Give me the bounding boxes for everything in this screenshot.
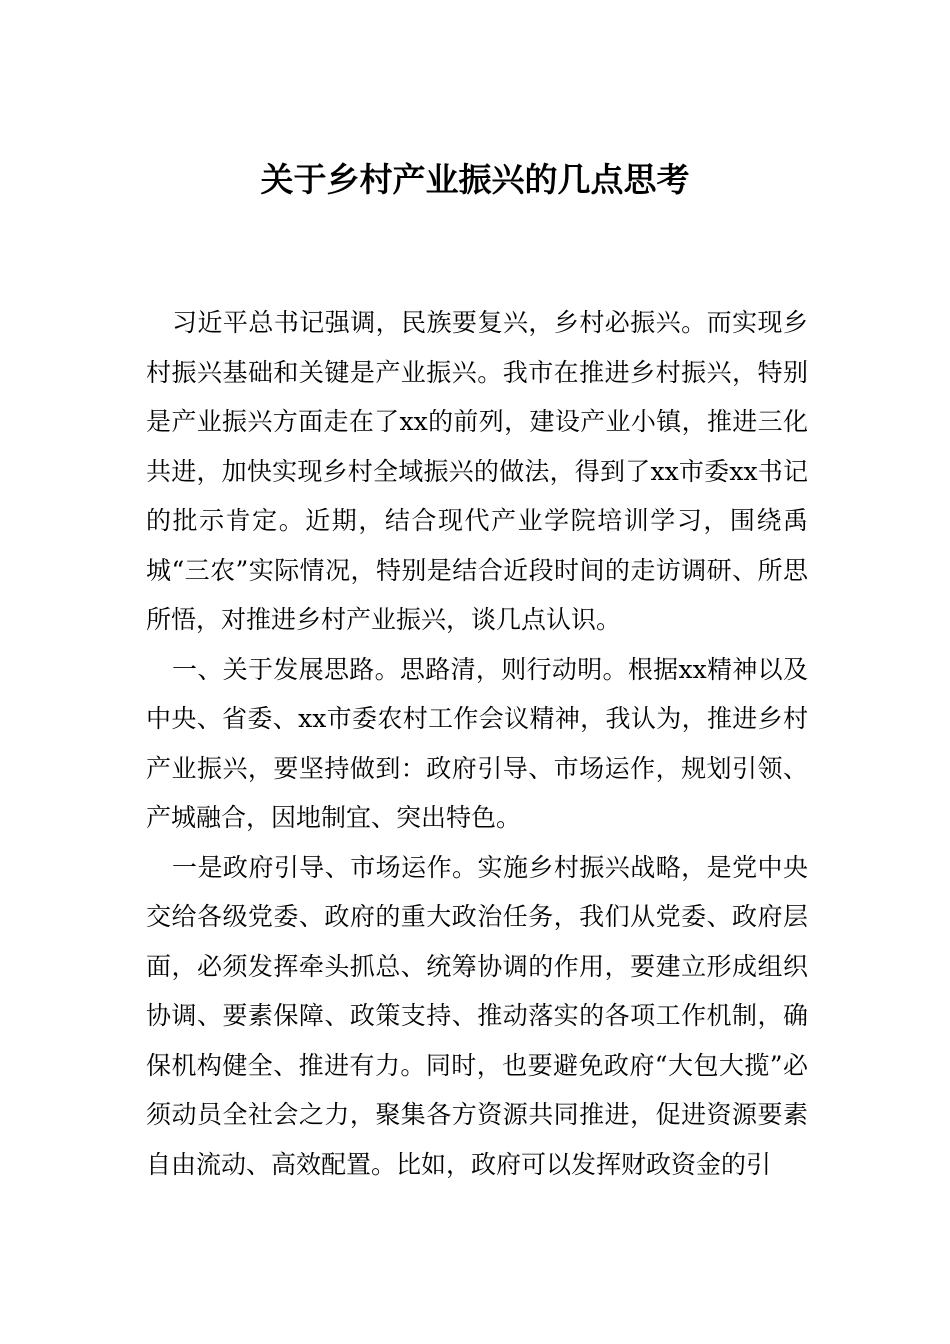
paragraph-intro: 习近平总书记强调，民族要复兴，乡村必振兴。而实现乡村振兴基础和关键是产业振兴。我市在推进乡村振兴，特别是产业振兴方面走在了xx的前列，建设产业小镇，推进三化共进，加快实现乡村全域振兴的做法，得到了xx市委xx书记的批示肯定。近期，结合现代产业学院培训学习，围绕禹城“三农”实际情况，特别是结合近段时间的走访调研、所思所悟，对推进乡村产业振兴，谈几点认识。 [146,308,808,634]
document-body [146,298,808,1189]
document-title: 关于乡村产业振兴的几点思考 [260,160,690,199]
paragraph-development-thinking: 一、关于发展思路。思路清，则行动明。根据xx精神以及中央、省委、xx市委农村工作会议精神，我认为，推进乡村产业振兴，要坚持做到：政府引导、市场运作，规划引领、产城融合，因地制宜、突出特色。 [146,654,808,832]
paragraph-government-guidance: 一是政府引导、市场运作。实施乡村振兴战略，是党中央交给各级党委、政府的重大政治任务，我们从党委、政府层面，必须发挥牵头抓总、统筹协调的作用，要建立形成组织协调、要素保障、政策支持、推动落实的各项工作机制，确保机构健全、推进有力。同时，也要避免政府“大包大揽”必须动员全社会之力，聚集各方资源共同推进，促进资源要素自由流动、高效配置。比如，政府可以发挥财政资金的引 [146,852,808,1179]
